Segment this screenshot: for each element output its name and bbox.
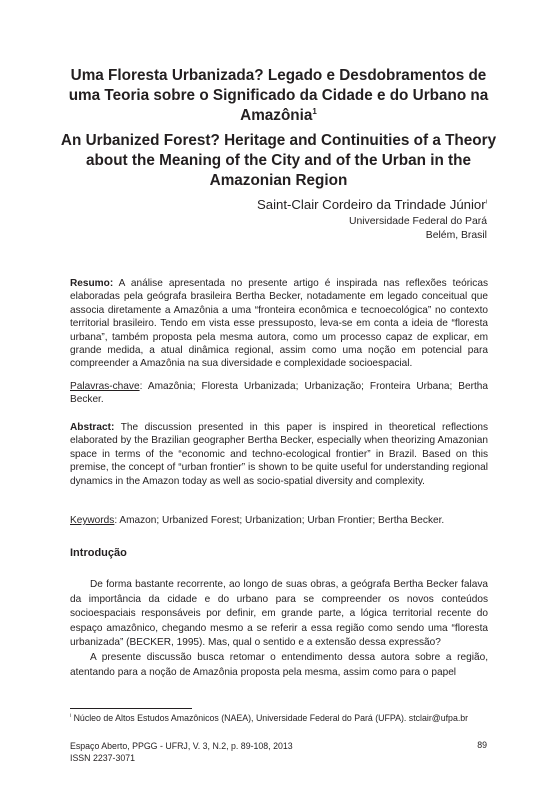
title-footnote-mark[interactable]: 1: [312, 106, 317, 116]
title-portuguese: [50, 66, 507, 126]
title-en-line1: An Urbanized Forest? Heritage and Continuities of a Theory: [60, 132, 497, 149]
page-number: 89: [477, 740, 487, 750]
title-pt-line1: Uma Floresta Urbanizada? Legado e Desdobramentos de: [70, 67, 487, 84]
keywords-paragraph: [70, 514, 488, 527]
body-paragraph-2: A presente discussão busca retomar o entendimento dessa autora sobre a região, atentando para a noção de Amazônia proposta pela mesma, assim como para o papel: [70, 651, 488, 678]
footnote: [70, 712, 468, 724]
resumo-label: Resumo:: [70, 278, 114, 289]
author-footnote-mark[interactable]: i: [485, 199, 487, 206]
title-en-line3: Amazonian Region: [209, 172, 348, 189]
title-en-line2: about the Meaning of the City and of the Urban in the: [86, 152, 471, 169]
title-english: [50, 131, 507, 191]
palavras-chave-label: Palavras-chave: [70, 381, 140, 392]
footnote-divider: [70, 708, 192, 709]
author-affiliation: [349, 215, 487, 243]
title-pt-line2: uma Teoria sobre o Significado da Cidade e do Urbano na: [68, 87, 489, 104]
section-heading: Introdução: [70, 547, 127, 559]
footer-journal: Espaço Aberto, PPGG - UFRJ, V. 3, N.2, p. 89-108, 2013: [70, 741, 293, 751]
abstract-paragraph: [70, 421, 488, 488]
abstract-text: The discussion presented in this paper is inspired in theoretical reflections elaborated by the Brazilian geographer Bertha Becker, especially when theorizing Amazonian space in terms of the “economic and techno-ecological frontier” in Brazil. Based on this premise, the concept of “urban frontier” is shown to be quite useful for understanding regional dynamics in the Amazon today as well as socio-spatial diversity and complexity.: [70, 422, 489, 487]
footnote-mark: i: [70, 713, 72, 720]
page-footer: [70, 740, 293, 764]
resumo-paragraph: [70, 277, 488, 371]
palavras-chave-text: : Amazônia; Floresta Urbanizada; Urbanização; Fronteira Urbana; Bertha Becker.: [70, 381, 488, 406]
palavras-chave-paragraph: [70, 380, 488, 407]
author-institution: Universidade Federal do Pará: [348, 216, 487, 227]
author-name-line: [257, 196, 487, 214]
title-pt-line3: Amazônia: [240, 107, 313, 124]
keywords-label: Keywords: [70, 515, 115, 526]
footer-issn: ISSN 2237-3071: [70, 753, 136, 763]
author-name: Saint-Clair Cordeiro da Trindade Júnior: [256, 197, 486, 212]
footnote-text: Núcleo de Altos Estudos Amazônicos (NAEA), Universidade Federal do Pará (UFPA). stclair@ufpa.br: [71, 713, 469, 723]
author-location: Belém, Brasil: [425, 230, 487, 241]
body-paragraph-1: De forma bastante recorrente, ao longo de suas obras, a geógrafa Bertha Becker falava da importância da cidade e do urbano para se compreender os novos conteúdos socioespaciais responsáveis por definir, em grande parte, a lógica territorial recente do espaço amazônico, chegando mesmo a se referir a essa região como sendo uma “floresta urbanizada” (BECKER, 1995). Mas, qual o sentido e a extensão dessa expressão?: [70, 579, 488, 649]
body-text: [70, 578, 488, 680]
keywords-text: : Amazon; Urbanized Forest; Urbanization; Urban Frontier; Bertha Becker.: [114, 515, 445, 526]
abstract-label: Abstract:: [70, 422, 115, 433]
resumo-text: A análise apresentada no presente artigo é inspirada nas reflexões teóricas elaboradas pela geógrafa brasileira Bertha Becker, notadamente em legado conceitual que associa diretamente a Amazônia a uma “fronteira econômica e tecnoecológica” no contexto territorial brasileiro. Tendo em vista esse pressuposto, leva-se em conta a ideia de “floresta urbana”, também proposta pela mesma autora, como um processo capaz de explicar, em grande medida, a atual dinâmica regional, assim como uma noção em potencial para compreender a Amazônia na sua diversidade e complexidade socioespacial.: [70, 278, 489, 370]
